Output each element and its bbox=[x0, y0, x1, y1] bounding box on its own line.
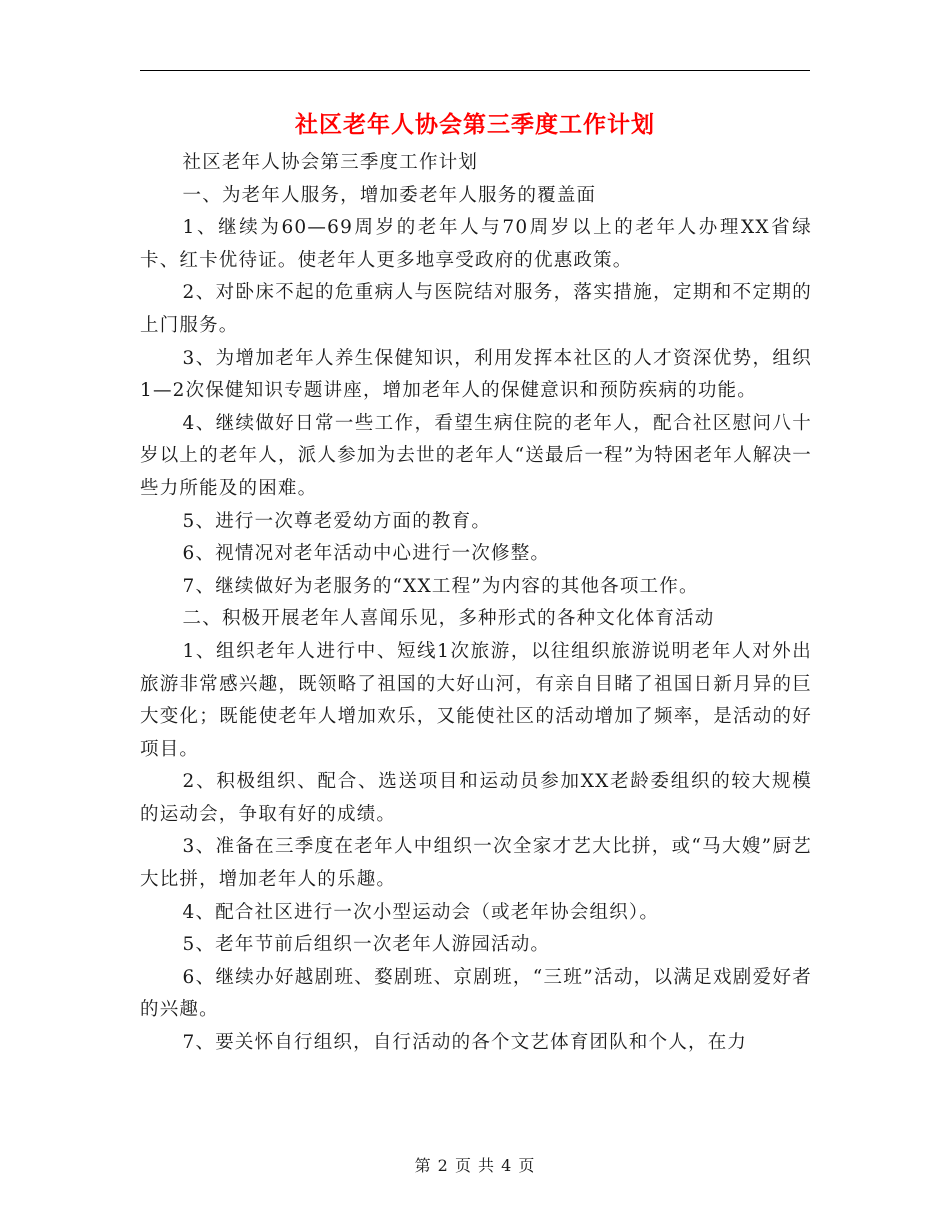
list-item: 7、继续做好为老服务的“XX工程”为内容的其他各项工作。 bbox=[182, 575, 699, 597]
list-item: 7、要关怀自行组织，自行活动的各个文艺体育团队和个人，在力 bbox=[182, 1032, 748, 1054]
list-item: 2、积极组织、配合、选送项目和运动员参加XX老龄委组织的较大规模的运动会，争取有好的成绩。 bbox=[140, 771, 812, 825]
list-item: 4、继续做好日常一些工作，看望生病住院的老年人，配合社区慰问八十岁以上的老年人，派人参加为去世的老年人“送最后一程”为特困老年人解决一些力所能及的困难。 bbox=[140, 412, 812, 499]
list-item: 1、组织老年人进行中、短线1次旅游，以往组织旅游说明老年人对外出旅游非常感兴趣，既领略了祖国的大好山河，有亲自目睹了祖国日新月异的巨大变化；既能使老年人增加欢乐，又能使社区的活动增加了频率，是活动的好项目。 bbox=[140, 640, 812, 760]
document-title: 社区老年人协会第三季度工作计划 bbox=[295, 112, 655, 138]
document-body bbox=[140, 147, 812, 1060]
list-item: 6、继续办好越剧班、婺剧班、京剧班，“三班”活动，以满足戏剧爱好者的兴趣。 bbox=[140, 966, 812, 1021]
page-number-footer: 第 2 页 共 4 页 bbox=[414, 1156, 536, 1175]
list-item: 5、老年节前后组织一次老年人游园活动。 bbox=[182, 934, 551, 956]
list-item: 2、对卧床不起的危重病人与医院结对服务，落实措施，定期和不定期的上门服务。 bbox=[140, 282, 812, 336]
section-heading-2: 二、积极开展老年人喜闻乐见，多种形式的各种文化体育活动 bbox=[182, 608, 715, 630]
header-rule bbox=[140, 70, 810, 71]
section-heading-1: 一、为老年人服务，增加委老年人服务的覆盖面 bbox=[182, 184, 597, 206]
list-item: 3、为增加老年人养生保健知识，利用发挥本社区的人才资深优势，组织1—2次保健知识专题讲座，增加老年人的保健意识和预防疾病的功能。 bbox=[140, 347, 812, 402]
paragraph-subtitle: 社区老年人协会第三季度工作计划 bbox=[182, 152, 479, 173]
list-item: 3、准备在三季度在老年人中组织一次全家才艺大比拼，或“马大嫂”厨艺大比拼，增加老年人的乐趣。 bbox=[140, 836, 812, 891]
list-item: 5、进行一次尊老爱幼方面的教育。 bbox=[182, 510, 492, 532]
list-item: 1、继续为60—69周岁的老年人与70周岁以上的老年人办理XX省绿卡、红卡优待证。使老年人更多地享受政府的优惠政策。 bbox=[140, 217, 812, 271]
list-item: 6、视情况对老年活动中心进行一次修整。 bbox=[182, 543, 551, 565]
list-item: 4、配合社区进行一次小型运动会（或老年协会组织）。 bbox=[182, 901, 660, 923]
